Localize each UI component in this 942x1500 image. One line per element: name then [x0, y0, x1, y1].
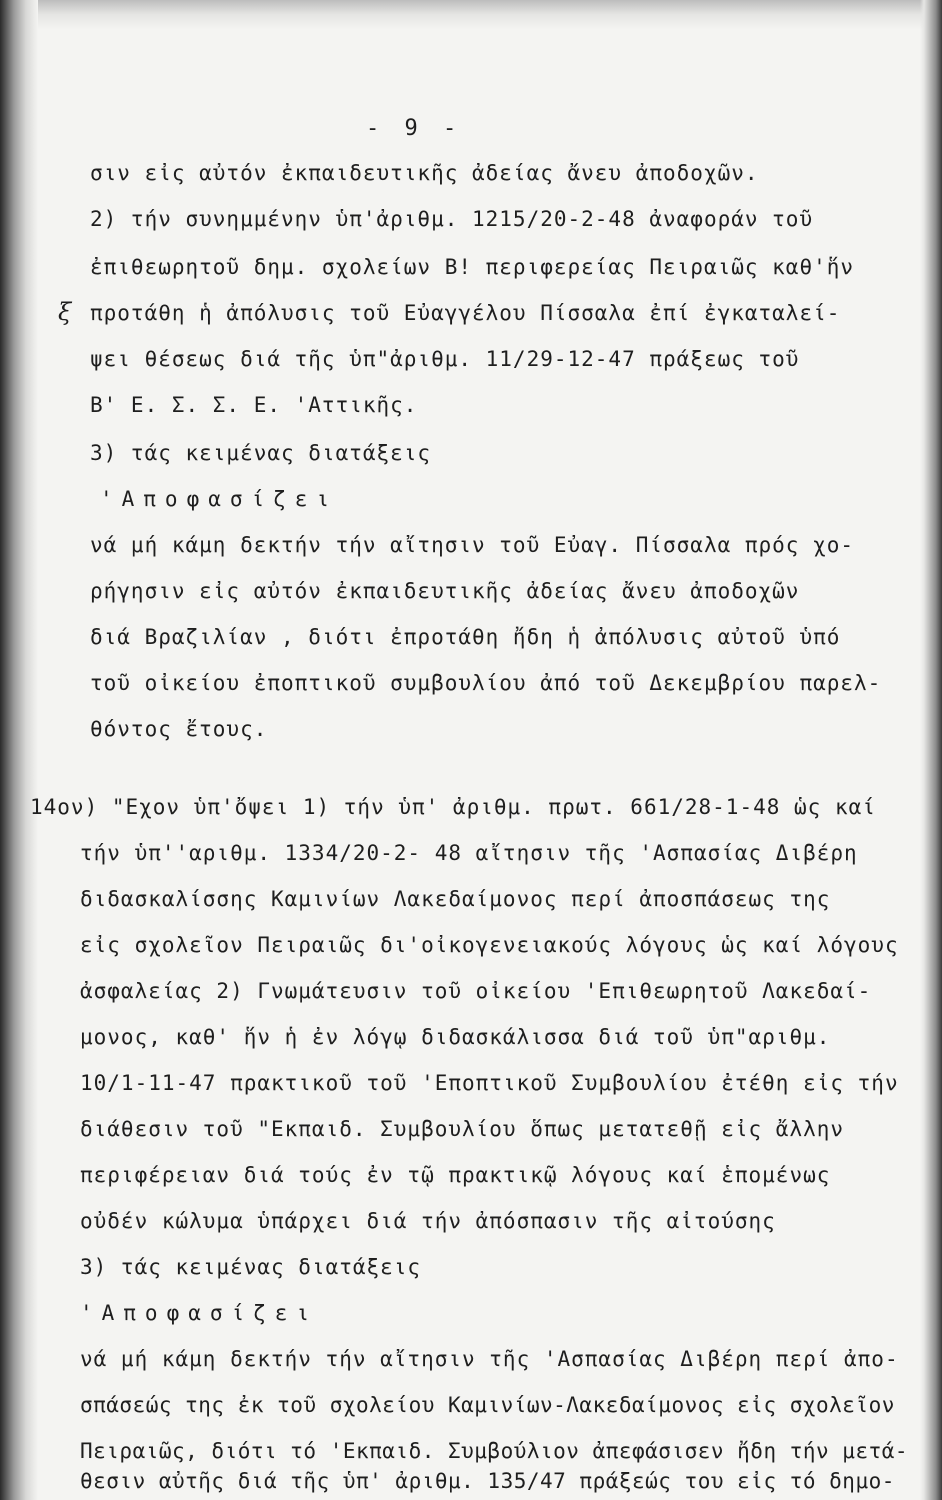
- text-line-4: προτάθη ἡ ἀπόλυσις τοῦ Εὐαγγέλου Πίσσαλα ἐπί ἐγκαταλεί-: [90, 301, 841, 325]
- text-line-10: ρήγησιν εἰς αὐτόν ἐκπαιδευτικῆς ἀδείας ἄνευ ἀποδοχῶν: [90, 579, 800, 603]
- text-line-7: 3) τάς κειμένας διατάξεις: [90, 441, 432, 465]
- text-line-24: 3) τάς κειμένας διατάξεις: [80, 1255, 422, 1279]
- text-line-22: περιφέρειαν διά τούς ἐν τῷ πρακτικῷ λόγους καί ἑπομένως: [80, 1163, 831, 1187]
- text-line-6: Β' Ε. Σ. Σ. Ε. 'Αττικῆς.: [90, 393, 418, 417]
- text-line-16: διδασκαλίσσης Καμινίων Λακεδαίμονος περί ἀποσπάσεως της: [80, 887, 831, 911]
- scan-shadow-left: [0, 0, 38, 1500]
- text-line-23: οὐδέν κώλυμα ὑπάρχει διά τήν ἀπόσπασιν τῆς αἰτούσης: [80, 1209, 776, 1233]
- text-line-29: θεσιν αὐτῆς διά τῆς ὑπ' ἀριθμ. 135/47 πράξεώς του εἰς τό δημο-: [80, 1469, 895, 1493]
- scan-shadow-right: [920, 0, 942, 1500]
- text-line-2: 2) τήν συνημμένην ὑπ'ἀριθμ. 1215/20-2-48 ἀναφοράν τοῦ: [90, 207, 814, 231]
- margin-annotation: ξ: [58, 298, 72, 326]
- decision-heading-1: 'Αποφασίζει: [100, 487, 339, 511]
- text-line-14: 14ον) "Εχον ὑπ'ὄψει 1) τήν ὑπ' ἀριθμ. πρωτ. 661/28-1-48 ὡς καί: [30, 795, 876, 819]
- text-line-28: Πειραιῶς, διότι τό 'Εκπαιδ. Συμβούλιον ἀπεφάσισεν ἤδη τήν μετά-: [80, 1439, 909, 1463]
- text-line-12: τοῦ οἰκείου ἐποπτικοῦ συμβουλίου ἀπό τοῦ Δεκεμβρίου παρελ-: [90, 671, 882, 695]
- text-line-3: ἐπιθεωρητοῦ δημ. σχολείων Β! περιφερείας Πειραιῶς καθ'ἥν: [90, 255, 855, 279]
- text-line-19: μονος, καθ' ἥν ἡ ἐν λόγῳ διδασκάλισσα διά τοῦ ὑπ"αριθμ.: [80, 1025, 831, 1049]
- text-line-18: ἀσφαλείας 2) Γνωμάτευσιν τοῦ οἰκείου 'Επιθεωρητοῦ Λακεδαί-: [80, 979, 872, 1003]
- text-line-9: νά μή κάμη δεκτήν τήν αἴτησιν τοῦ Εὐαγ. Πίσσαλα πρός χο-: [90, 533, 855, 557]
- text-line-17: εἰς σχολεῖον Πειραιῶς δι'οἰκογενειακούς λόγους ὡς καί λόγους: [80, 933, 899, 957]
- text-line-21: διάθεσιν τοῦ "Εκπαιδ. Συμβουλίου ὅπως μετατεθῇ εἰς ἄλλην: [80, 1117, 845, 1141]
- decision-heading-2: 'Αποφασίζει: [80, 1301, 319, 1325]
- text-line-15: τήν ὑπ''αριθμ. 1334/20-2- 48 αἴτησιν τῆς 'Ασπασίας Διβέρη: [80, 841, 858, 865]
- text-line-1: σιν εἰς αὐτόν ἐκπαιδευτικῆς ἀδείας ἄνευ ἀποδοχῶν.: [90, 161, 759, 185]
- text-line-5: ψει θέσεως διά τῆς ὑπ"ἀριθμ. 11/29-12-47 πράξεως τοῦ: [90, 347, 800, 371]
- text-line-20: 10/1-11-47 πρακτικοῦ τοῦ 'Εποπτικοῦ Συμβουλίου ἐτέθη εἰς τήν: [80, 1071, 899, 1095]
- text-line-27: σπάσεώς της ἐκ τοῦ σχολείου Καμινίων-Λακεδαίμονος εἰς σχολεῖον: [80, 1393, 895, 1417]
- text-line-26: νά μή κάμη δεκτήν τήν αἴτησιν τῆς 'Ασπασίας Διβέρη περί ἀπο-: [80, 1347, 899, 1371]
- text-line-11: διά Βραζιλίαν , διότι ἐπροτάθη ἤδη ἡ ἀπόλυσις αὐτοῦ ὑπό: [90, 625, 841, 649]
- text-line-13: θόντος ἔτους.: [90, 717, 268, 741]
- page-number: - 9 -: [366, 116, 463, 141]
- scan-shadow-top: [0, 0, 942, 30]
